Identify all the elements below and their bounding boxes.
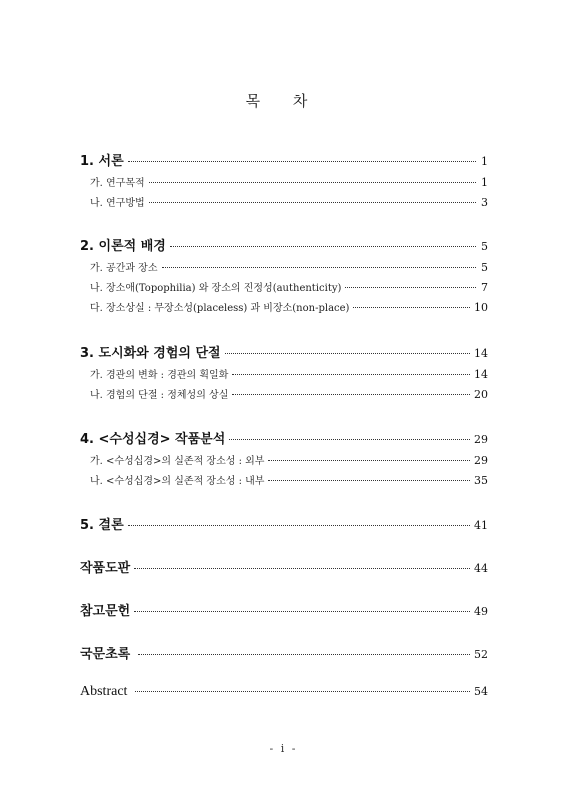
toc-leader [170, 246, 476, 247]
toc-page-number: 3 [481, 196, 488, 209]
toc-entry-label: 다. 장소상실 : 무장소성(placeless) 과 비장소(non-place) [90, 303, 350, 314]
toc-entry-korean-abstract [80, 643, 488, 662]
toc-page-number: 5 [481, 240, 488, 253]
toc-entry-space-place [80, 259, 488, 274]
toc-entry-existential-exterior [80, 452, 488, 467]
toc-page-number: 5 [481, 261, 488, 274]
toc-entry-abstract [80, 684, 488, 700]
toc-page-number: 7 [481, 281, 488, 294]
toc-leader [128, 525, 470, 526]
toc-entry-label: 4. <수성십경> 작품분석 [80, 432, 226, 447]
toc-entry-topophilia [80, 279, 488, 294]
page-title: 목 차 [245, 92, 322, 110]
toc-leader [353, 307, 470, 308]
toc-entry-plates [80, 557, 488, 576]
toc-leader [268, 460, 470, 461]
toc-page-number: 14 [474, 368, 488, 381]
toc-entry-references [80, 600, 488, 619]
toc-leader [138, 654, 470, 655]
toc-leader [232, 394, 470, 395]
page-footer-number: - i - [269, 742, 298, 755]
toc-leader [134, 568, 470, 569]
toc-leader [232, 374, 470, 375]
toc-entry-landscape-change [80, 366, 488, 381]
toc-page-number: 49 [474, 605, 488, 618]
toc-leader [149, 182, 476, 183]
toc-entry-label: 나. 경험의 단절 : 정체성의 상실 [90, 390, 229, 401]
toc-entry-label: 가. <수성십경>의 실존적 장소성 : 외부 [90, 456, 265, 467]
toc-entry-conclusion [80, 514, 488, 533]
toc-entry-label: 1. 서론 [80, 154, 124, 169]
toc-leader [345, 287, 476, 288]
toc-page-number: 29 [474, 433, 488, 446]
toc-page-number: 20 [474, 388, 488, 401]
toc-leader [135, 691, 470, 692]
toc-entry-label: 가. 연구목적 [90, 178, 145, 189]
toc-entry-theory [80, 235, 488, 254]
toc-entry-label: 5. 결론 [80, 518, 124, 533]
toc-page-number: 1 [481, 155, 488, 168]
toc-page-number: 14 [474, 347, 488, 360]
toc-entry-label: 참고문헌 [80, 604, 131, 619]
toc-entry-label: 가. 경관의 변화 : 경관의 획일화 [90, 370, 229, 381]
toc-page-number: 41 [474, 519, 488, 532]
toc-entry-work-analysis [80, 428, 488, 447]
toc-entry-label: 나. <수성십경>의 실존적 장소성 : 내부 [90, 476, 265, 487]
toc-entry-label: Abstract [80, 684, 128, 699]
toc-entry-intro [80, 150, 488, 169]
toc-entry-research-purpose [80, 174, 488, 189]
toc-entry-urbanization [80, 342, 488, 361]
toc-entry-label: 가. 공간과 장소 [90, 263, 158, 274]
toc-leader [128, 161, 476, 162]
toc-page-number: 1 [481, 176, 488, 189]
toc-page-number: 52 [474, 648, 488, 661]
toc-entry-label: 작품도판 [80, 561, 131, 576]
toc-entry-label: 나. 장소애(Topophilia) 와 장소의 진정성(authenticity) [90, 283, 342, 294]
toc-entry-label: 국문초록 [80, 647, 131, 662]
toc-leader [225, 353, 470, 354]
toc-entry-experience-disconnection [80, 386, 488, 401]
toc-page-number: 54 [474, 685, 488, 698]
toc-leader [229, 439, 470, 440]
toc-entry-label: 3. 도시화와 경험의 단절 [80, 346, 221, 361]
toc-entry-label: 나. 연구방법 [90, 198, 145, 209]
toc-page-number: 29 [474, 454, 488, 467]
toc-leader [149, 202, 476, 203]
toc-leader [268, 480, 470, 481]
toc-page-number: 10 [474, 301, 488, 314]
toc-page-number: 44 [474, 562, 488, 575]
toc-leader [162, 267, 477, 268]
toc-entry-existential-interior [80, 472, 488, 487]
toc-entry-placelessness [80, 299, 488, 314]
toc-page-number: 35 [474, 474, 488, 487]
toc-entry-research-method [80, 194, 488, 209]
toc-entry-label: 2. 이론적 배경 [80, 239, 166, 254]
toc-leader [134, 611, 470, 612]
